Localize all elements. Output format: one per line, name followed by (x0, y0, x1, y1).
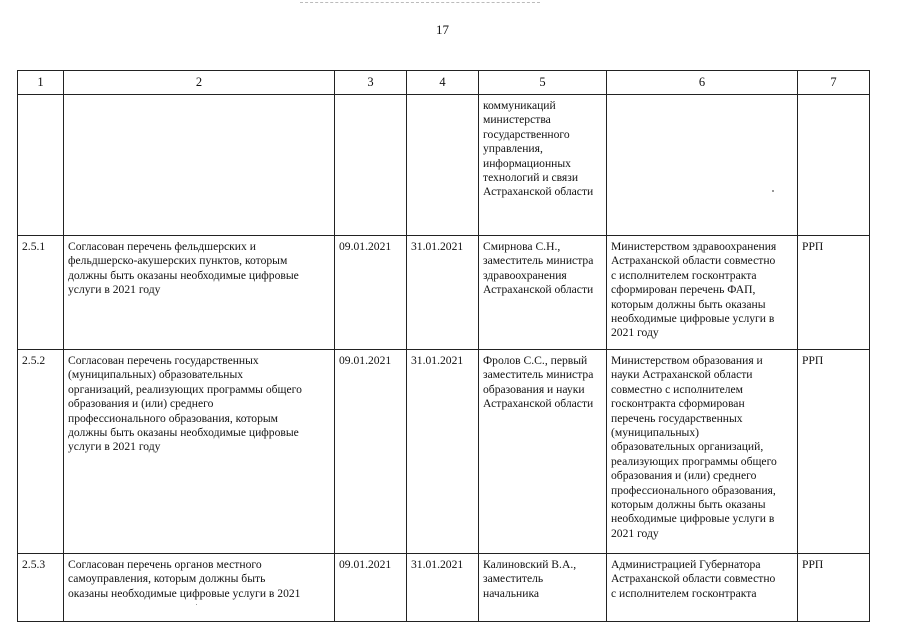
cell-responsible: Калиновский В.А., заместитель начальника (479, 554, 607, 622)
header-col-4: 4 (407, 71, 479, 95)
cell-result: Администрацией Губернатора Астраханской области совместно с исполнителем госконтракта (607, 554, 798, 622)
header-row (18, 71, 870, 95)
header-col-6: 6 (607, 71, 798, 95)
header-col-3: 3 (335, 71, 407, 95)
cell-number (18, 95, 64, 236)
cell-document (798, 95, 870, 236)
header-col-7: 7 (798, 71, 870, 95)
header-col-2: 2 (64, 71, 335, 95)
cell-end-date: 31.01.2021 (407, 350, 479, 554)
cell-result: Министерством образования и науки Астраханской области совместно с исполнителем госконтракта сформирован перечень государственных (муниципальных) образовательных организаций, реализующих программы общего образования и (или) среднего профессионального образования, которым должны быть оказаны необходимые цифровые услуги в 2021 году (607, 350, 798, 554)
header-col-1: 1 (18, 71, 64, 95)
header-col-5: 5 (479, 71, 607, 95)
cell-end-date: 31.01.2021 (407, 236, 479, 350)
cell-document: РРП (798, 554, 870, 622)
cell-number: 2.5.1 (18, 236, 64, 350)
scan-speck (196, 604, 197, 605)
cell-end-date (407, 95, 479, 236)
table-row-2-5-1 (18, 236, 870, 350)
cell-start-date (335, 95, 407, 236)
cell-description: Согласован перечень органов местного самоуправления, которым должны быть оказаны необходимые цифровые услуги в 2021 (64, 554, 335, 622)
table-row-2-5-3 (18, 554, 870, 622)
scan-speck (772, 190, 774, 192)
cell-result: Министерством здравоохранения Астраханской области совместно с исполнителем госконтракта сформирован перечень ФАП, которым должны быть оказаны необходимые цифровые услуги в 2021 году (607, 236, 798, 350)
cell-document: РРП (798, 236, 870, 350)
cell-description: Согласован перечень государственных (муниципальных) образовательных организаций, реализующих программы общего образования и (или) среднего профессионального образования, которым должны быть оказаны необходимые цифровые услуги в 2021 году (64, 350, 335, 554)
cell-start-date: 09.01.2021 (335, 236, 407, 350)
cell-responsible: Фролов С.С., первый заместитель министра образования и науки Астраханской области (479, 350, 607, 554)
cell-description: Согласован перечень фельдшерских и фельдшерско-акушерских пунктов, которым должны быть оказаны необходимые цифровые услуги в 2021 году (64, 236, 335, 350)
cell-start-date: 09.01.2021 (335, 554, 407, 622)
cell-description (64, 95, 335, 236)
cell-number: 2.5.3 (18, 554, 64, 622)
cell-start-date: 09.01.2021 (335, 350, 407, 554)
page-number: 17 (436, 22, 449, 37)
cell-result (607, 95, 798, 236)
cell-responsible: коммуникаций министерства государственного управления, информационных технологий и связи Астраханской области (479, 95, 607, 236)
cell-end-date: 31.01.2021 (407, 554, 479, 622)
scan-artifact-line (300, 2, 540, 4)
table-row-2-5-2 (18, 350, 870, 554)
cell-responsible: Смирнова С.Н., заместитель министра здравоохранения Астраханской области (479, 236, 607, 350)
table-row-continuation (18, 95, 870, 236)
cell-number: 2.5.2 (18, 350, 64, 554)
schedule-table (17, 70, 870, 622)
cell-document: РРП (798, 350, 870, 554)
